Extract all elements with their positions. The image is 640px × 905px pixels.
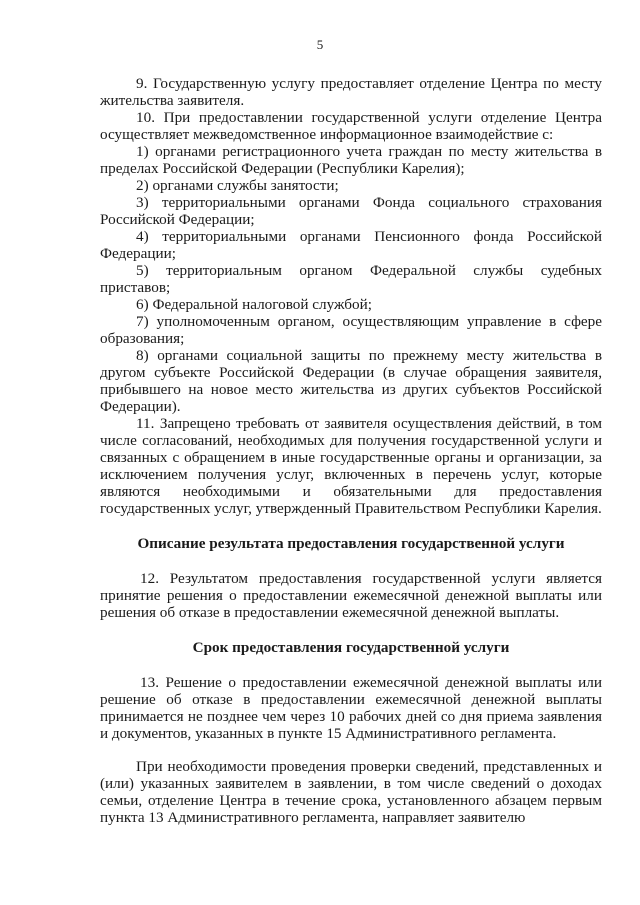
page-number: 5 — [316, 37, 324, 52]
paragraph-13: 13. Решение о предоставлении ежемесячной денежной выплаты или решение об отказе в предоставлении ежемесячной денежной выплаты принимается не позднее чем через 10 рабочих дней со дня приема заявления и документов, указанных в пункте 15 Административного регламента. — [100, 674, 602, 742]
list-item-7: 7) уполномоченным органом, осуществляющим управление в сфере образования; — [100, 313, 602, 347]
list-item-3: 3) территориальными органами Фонда социального страхования Российской Федерации; — [100, 194, 602, 228]
paragraph-12: 12. Результатом предоставления государственной услуги является принятие решения о предоставлении ежемесячной денежной выплаты или решения об отказе в предоставлении ежемесячной денежной выплаты. — [100, 570, 602, 621]
paragraph-13-part-2: При необходимости проведения проверки сведений, представленных и (или) указанных заявителем в заявлении, в том числе сведений о доходах семьи, отделение Центра в течение срока, установленного абзацем первым пункта 13 Административного регламента, направляет заявителю — [100, 758, 602, 826]
section-heading-result: Описание результата предоставления государственной услуги — [137, 535, 565, 552]
document-body — [100, 75, 602, 826]
list-item-4: 4) территориальными органами Пенсионного фонда Российской Федерации; — [100, 228, 602, 262]
paragraph-9: 9. Государственную услугу предоставляет отделение Центра по месту жительства заявителя. — [100, 75, 602, 109]
section-heading-term: Срок предоставления государственной услуги — [192, 639, 510, 656]
paragraph-11: 11. Запрещено требовать от заявителя осуществления действий, в том числе согласований, необходимых для получения государственной услуги и связанных с обращением в иные государственные органы и организации, за исключением получения услуг, включенных в перечень услуг, которые являются необходимыми и обязательными для предоставления государственных услуг, утвержденный Правительством Республики Карелия. — [100, 415, 602, 517]
paragraph-10: 10. При предоставлении государственной услуги отделение Центра осуществляет межведомственное информационное взаимодействие с: — [100, 109, 602, 143]
list-item-2: 2) органами службы занятости; — [136, 177, 339, 194]
list-item-8: 8) органами социальной защиты по прежнему месту жительства в другом субъекте Российской Федерации (в случае обращения заявителя, прибывшего на новое место жительства из других субъектов Российской Федерации). — [100, 347, 602, 415]
list-item-6: 6) Федеральной налоговой службой; — [136, 296, 372, 313]
list-item-5: 5) территориальным органом Федеральной службы судебных приставов; — [100, 262, 602, 296]
list-item-1: 1) органами регистрационного учета граждан по месту жительства в пределах Российской Федерации (Республики Карелия); — [100, 143, 602, 177]
